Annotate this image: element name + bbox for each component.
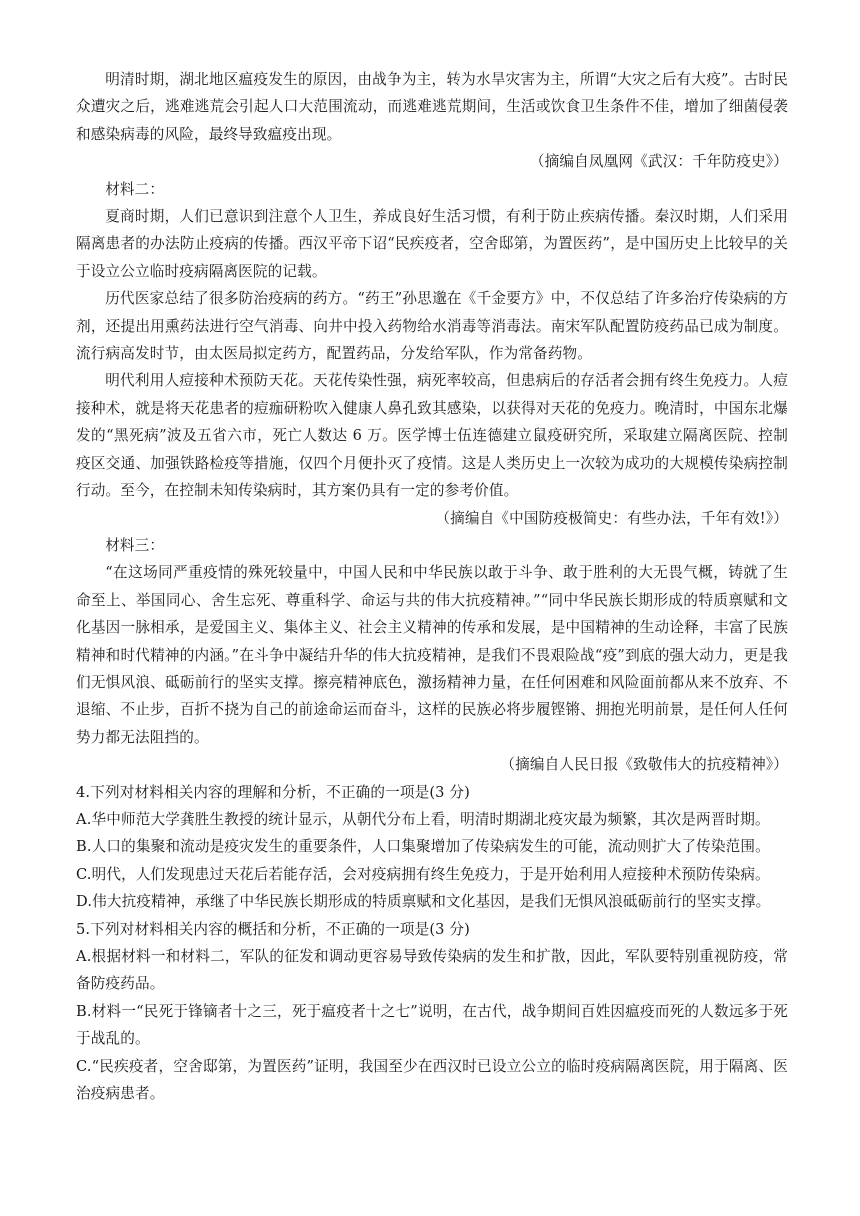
question-4-option-d: D.伟大抗疫精神，承继了中华民族长期形成的特质禀赋和文化基因，是我们无惧风浪砥砺前行的坚实支撑。 — [76, 893, 771, 911]
question-5-option-c: C.“民疾疫者，空舍邸第，为置医药”证明，我国至少在西汉时已设立公立的临时疫病隔离医院，用于隔离、医治疫病患者。 — [76, 1057, 788, 1103]
document-body — [76, 66, 788, 1107]
material2-paragraph-3: 明代利用人痘接种术预防天花。天花传染性强，病死率较高，但患病后的存活者会拥有终生免疫力。人痘接种术，就是将天花患者的痘痂研粉吹入健康人鼻孔致其感染，以获得对天花的免疫力。晚清时，中国东北爆发的“黑死病”波及五省六市，死亡人数达 6 万。医学博士伍连德建立鼠疫研究所，采取建立隔离医院、控制疫区交通、加强铁路检疫等措施，仅四个月便扑灭了疫情。这是人类历史上一次较为成功的大规模传染病控制行动。至今，在控制未知传染病时，其方案仍具有一定的参考价值。 — [76, 372, 788, 500]
question-5-option-b: B.材料一“民死于锋镝者十之三，死于瘟疫者十之七”说明，在古代，战争期间百姓因瘟疫而死的人数远多于死于战乱的。 — [76, 1002, 788, 1048]
question-4-option-b: B.人口的集聚和流动是疫灾发生的重要条件，人口集聚增加了传染病发生的可能，流动则扩大了传染范围。 — [76, 838, 770, 856]
material3-heading: 材料三： — [105, 536, 165, 554]
material2-paragraph-2: 历代医家总结了很多防治疫病的药方。“药王”孙思邈在《千金要方》中，不仅总结了许多治疗传染病的方剂，还提出用熏药法进行空气消毒、向井中投入药物给水消毒等消毒法。南宋军队配置防疫药品已成为制度。流行病高发时节，由太医局拟定药方，配置药品，分发给军队，作为常备药物。 — [76, 290, 788, 363]
question-5-stem: 5.下列对材料相关内容的概括和分析，不正确的一项是(3 分) — [76, 920, 470, 938]
material3-source: （摘编自人民日报《致敬伟大的抗疫精神》） — [500, 756, 788, 774]
material1-paragraph: 明清时期，湖北地区瘟疫发生的原因，由战争为主，转为水旱灾害为主，所谓“大灾之后有大疫”。古时民众遭灾之后，逃难逃荒会引起人口大范围流动，而逃难逃荒期间，生活或饮食卫生条件不佳，增加了细菌侵袭和感染病毒的风险，最终导致瘟疫出现。 — [76, 71, 788, 143]
material1-source: （摘编自凤凰网《武汉：千年防疫史》） — [529, 153, 788, 171]
question-5-option-a: A.根据材料一和材料二，军队的征发和调动更容易导致传染病的发生和扩散，因此，军队要特别重视防疫，常备防疫药品。 — [76, 948, 788, 993]
question-4-option-a: A.华中师范大学龚胜生教授的统计显示，从朝代分布上看，明清时期湖北疫灾最为频繁，其次是两晋时期。 — [76, 810, 770, 828]
material2-heading: 材料二： — [105, 180, 165, 198]
material2-source: （摘编自《中国防疫极简史：有些办法，千年有效!》） — [435, 509, 788, 527]
material2-paragraph-1: 夏商时期，人们已意识到注意个人卫生，养成良好生活习惯，有利于防止疾病传播。秦汉时期，人们采用隔离患者的办法防止疫病的传播。西汉平帝下诏“民疾疫者，空舍邸第，为置医药”，是中国历史上比较早的关于设立公立临时疫病隔离医院的记载。 — [76, 208, 788, 280]
question-4-stem: 4.下列对材料相关内容的理解和分析，不正确的一项是(3 分) — [76, 783, 470, 801]
question-4-option-c: C.明代，人们发现患过天花后若能存活，会对疫病拥有终生免疫力，于是开始利用人痘接种术预防传染病。 — [76, 865, 770, 883]
material3-paragraph: “在这场同严重疫情的殊死较量中，中国人民和中华民族以敢于斗争、敢于胜利的大无畏气概，铸就了生命至上、举国同心、舍生忘死、尊重科学、命运与共的伟大抗疫精神。”“同中华民族长期形成的特质禀赋和文化基因一脉相承，是爱国主义、集体主义、社会主义精神的传承和发展，是中国精神的生动诠释，丰富了民族精神和时代精神的内涵。”在斗争中凝结升华的伟大抗疫精神，是我们不畏艰险战“疫”到底的强大动力，更是我们无惧风浪、砥砺前行的坚实支撑。擦亮精神底色，激扬精神力量，在任何困难和风险面前都从来不放弃、不退缩、不止步，百折不挠为自己的前途命运而奋斗，这样的民族必将步履铿锵、拥抱光明前景，是任何人任何势力都无法阻挡的。 — [76, 564, 788, 746]
